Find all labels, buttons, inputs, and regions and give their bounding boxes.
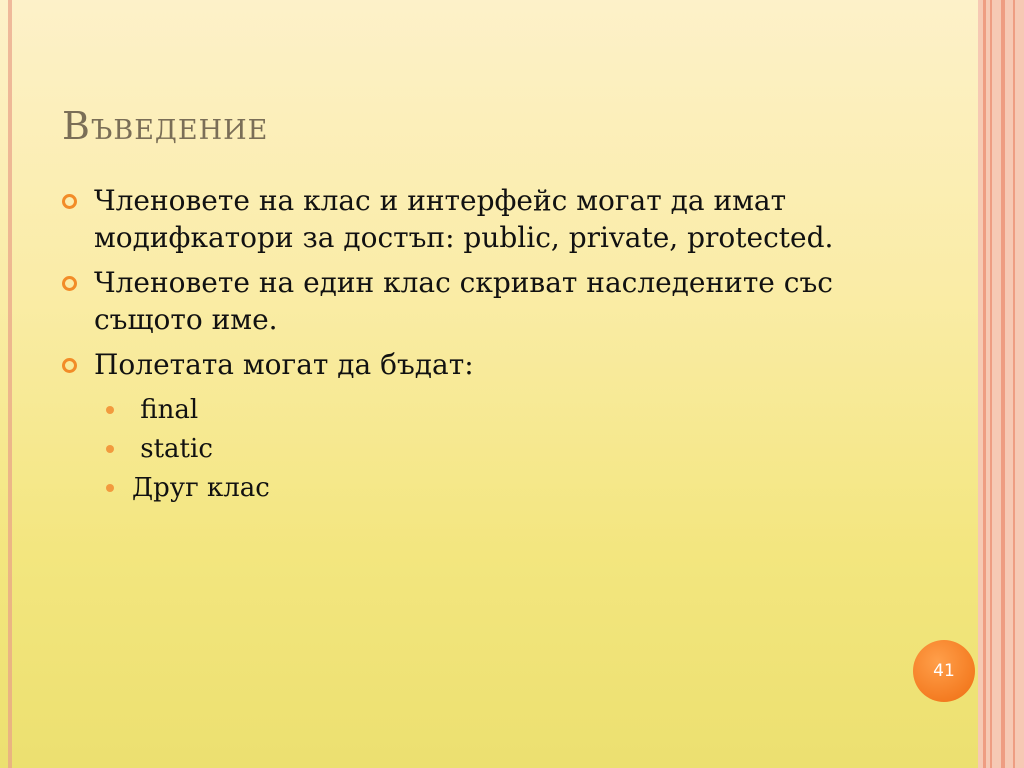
sub-bullet-item [62,469,902,508]
sub-bullet-item [62,430,902,469]
bullet-text: Членовете на един клас скриват наследените със същото име. [94,266,833,336]
sub-bullet-text: Друг клас [132,473,270,503]
sub-bullet-text: final [132,395,199,425]
sub-bullet-item [62,391,902,430]
bullet-item [62,346,902,383]
page-number: 41 [933,661,955,681]
bullet-text: Полетата могат да бъдат: [94,348,474,381]
right-border-line [990,0,992,768]
slide-content [62,182,902,508]
ring-bullet-icon [62,194,77,209]
sub-bullet-list [62,391,902,508]
sub-bullet-text: static [132,434,213,464]
bullet-item [62,182,902,256]
dot-bullet-icon [106,484,114,492]
ring-bullet-icon [62,276,77,291]
right-border-line [983,0,986,768]
slide-title: Въведение [62,104,269,148]
bullet-item [62,264,902,338]
dot-bullet-icon [106,445,114,453]
page-number-badge [913,640,975,702]
ring-bullet-icon [62,358,77,373]
bullet-text: Членовете на клас и интерфейс могат да имат модифкатори за достъп: public, private, protected. [94,184,834,254]
right-border-line [1013,0,1015,768]
dot-bullet-icon [106,406,114,414]
right-border-line [1001,0,1005,768]
left-border-line [8,0,12,768]
